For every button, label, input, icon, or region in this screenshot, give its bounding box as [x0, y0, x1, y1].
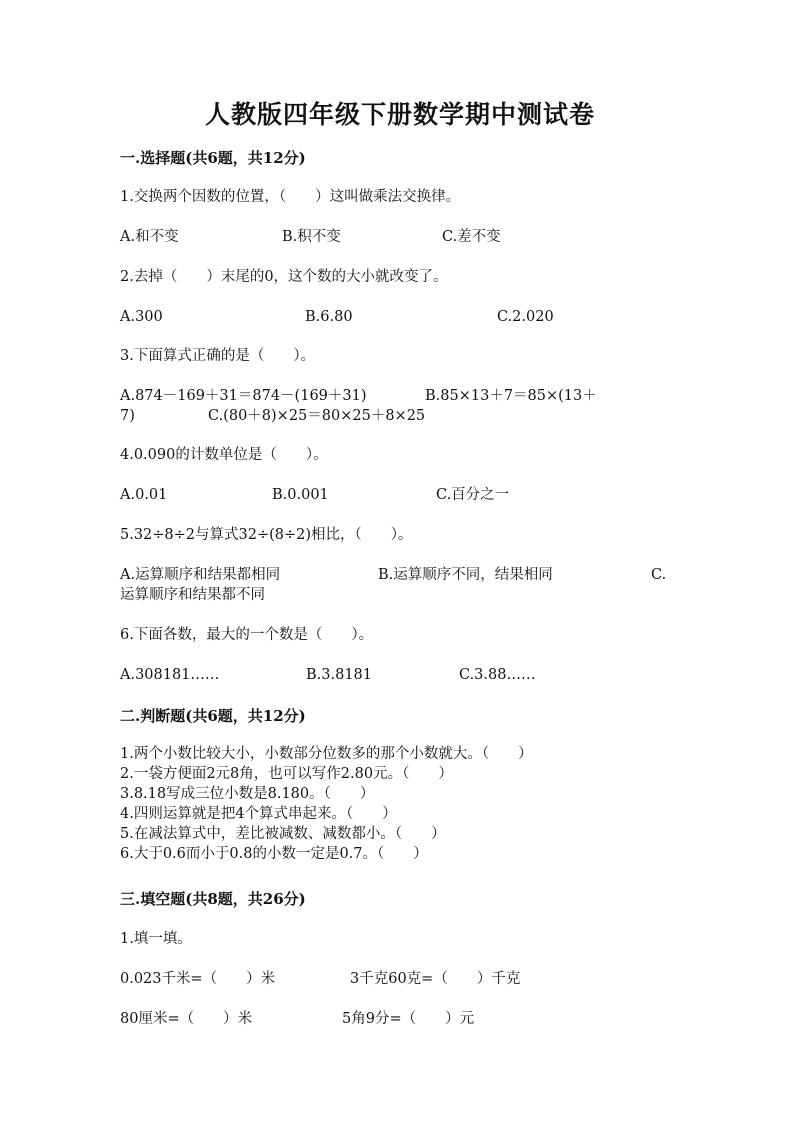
option-b: B.运算顺序不同，结果相同: [378, 567, 553, 583]
option-c: C.差不变: [442, 229, 501, 245]
option-b-continued: 7): [120, 408, 135, 424]
judgment-item: 6.大于0.6而小于0.8的小数一定是0.7。（ ）: [120, 846, 428, 862]
option-b: B.85×13＋7＝85×(13＋: [425, 388, 597, 404]
option-c: C.: [651, 567, 667, 583]
fill-blank: 5角9分=（ ）元: [342, 1011, 475, 1027]
judgment-item: 4.四则运算就是把4个算式串起来。（ ）: [120, 806, 397, 822]
judgment-item: 1.两个小数比较大小，小数部分位数多的那个小数就大。（ ）: [120, 746, 533, 762]
option-b: B.6.80: [305, 309, 353, 325]
question-stem: 6.下面各数，最大的一个数是（ ）。: [120, 627, 374, 643]
question-stem: 2.去掉（ ）末尾的0，这个数的大小就改变了。: [120, 269, 448, 285]
option-a: A.0.01: [120, 487, 168, 503]
option-a: A.300: [120, 309, 163, 325]
option-c: C.(80＋8)×25＝80×25＋8×25: [208, 408, 426, 424]
option-b: B.0.001: [272, 487, 329, 503]
option-c: C.2.020: [497, 309, 554, 325]
question-stem: 1.填一填。: [120, 931, 192, 947]
option-a: A.和不变: [120, 229, 179, 245]
page-title: 人教版四年级下册数学期中测试卷: [204, 100, 595, 129]
option-a: A.874－169＋31＝874－(169＋31): [120, 388, 367, 404]
option-b: B.积不变: [282, 229, 341, 245]
fill-blank: 80厘米=（ ）米: [120, 1011, 253, 1027]
judgment-item: 3.8.18写成三位小数是8.180。（ ）: [120, 786, 375, 802]
question-stem: 5.32÷8÷2与算式32÷(8÷2)相比，（ ）。: [120, 527, 413, 543]
question-stem: 1.交换两个因数的位置，（ ）这叫做乘法交换律。: [120, 189, 461, 205]
question-stem: 3.下面算式正确的是（ ）。: [120, 348, 316, 364]
option-a: A.运算顺序和结果都相同: [120, 567, 281, 583]
option-a: A.308181……: [120, 667, 220, 683]
section-heading-judgment: 二.判断题(共6题，共12分): [120, 707, 306, 725]
question-stem: 4.0.090的计数单位是（ ）。: [120, 447, 328, 463]
section-heading-fill: 三.填空题(共8题，共26分): [120, 890, 306, 908]
option-b: B.3.8181: [306, 667, 373, 683]
fill-blank: 3千克60克=（ ）千克: [350, 971, 521, 987]
option-c-continued: 运算顺序和结果都不同: [120, 587, 265, 603]
section-heading-choice: 一.选择题(共6题，共12分): [120, 149, 306, 167]
fill-blank: 0.023千米=（ ）米: [120, 971, 276, 987]
option-c: C.3.88……: [459, 667, 536, 683]
option-c: C.百分之一: [436, 487, 510, 503]
judgment-item: 2.一袋方便面2元8角，也可以写作2.80元。（ ）: [120, 766, 453, 782]
judgment-item: 5.在减法算式中，差比被减数、减数都小。（ ）: [120, 826, 446, 842]
